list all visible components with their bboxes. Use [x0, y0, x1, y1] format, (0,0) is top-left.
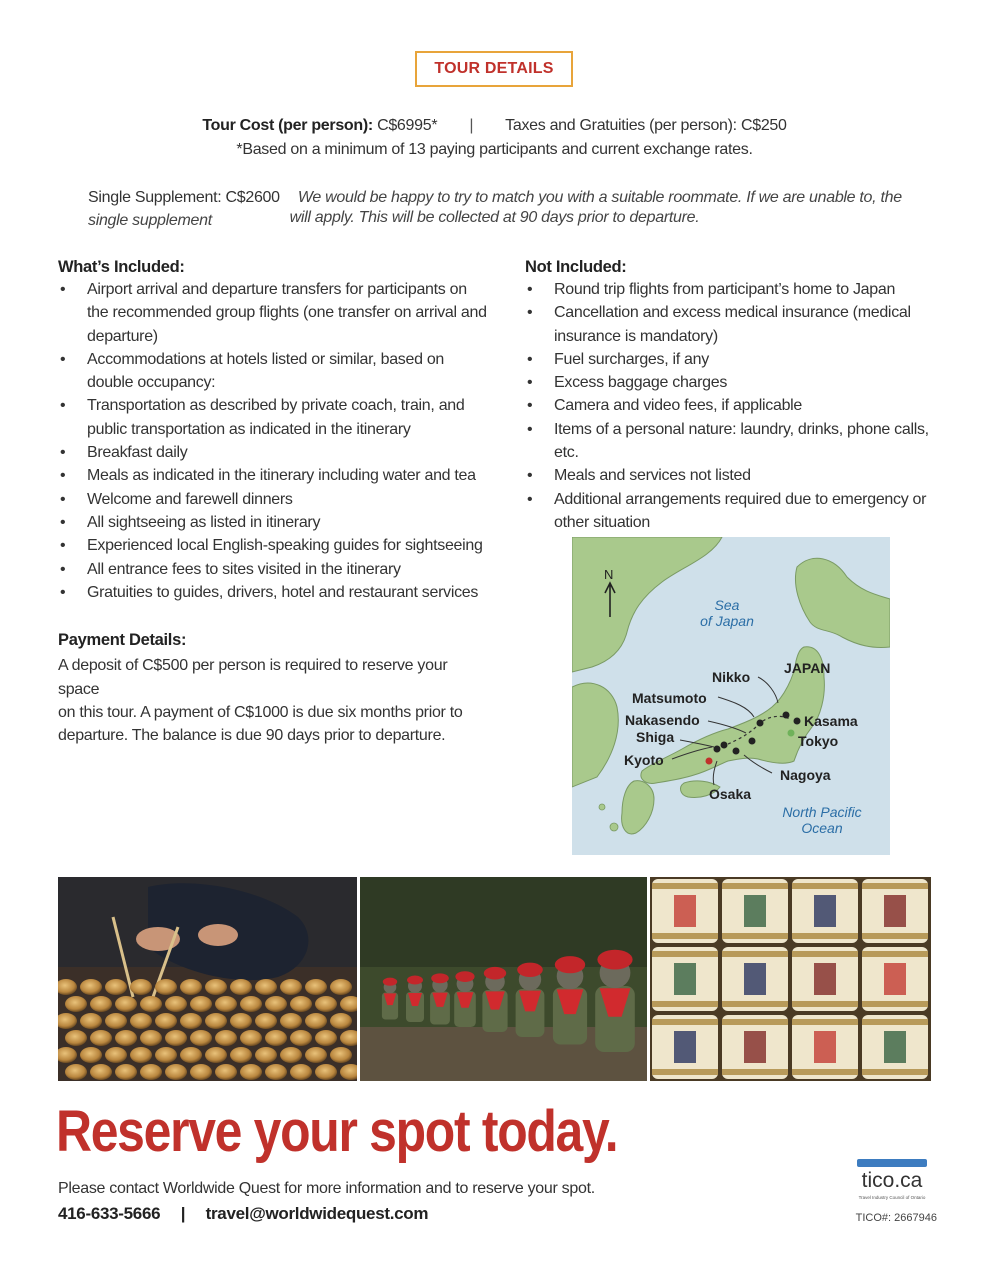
list-item: • Camera and video fees, if applicable: [525, 394, 945, 417]
list-item: • Cancellation and excess medical insurance (medical insurance is mandatory): [525, 301, 945, 348]
takoyaki-ball: [115, 1064, 137, 1080]
takoyaki-ball: [140, 1064, 162, 1080]
list-item: • Additional arrangements required due to emergency or other situation: [525, 488, 945, 535]
takoyaki-ball: [305, 979, 327, 995]
sake-barrel: [652, 1015, 718, 1079]
payment-heading: Payment Details:: [58, 631, 187, 649]
payment-line: departure. The balance is due 90 days prior to departure.: [58, 727, 446, 745]
north-label: N: [604, 567, 614, 582]
jizo-statue: [595, 950, 635, 1052]
cost-separator: |: [469, 117, 474, 134]
list-item: • Breakfast daily: [58, 441, 488, 464]
takoyaki-ball: [140, 1030, 162, 1046]
takoyaki-ball: [280, 1047, 302, 1063]
takoyaki-ball: [165, 1064, 187, 1080]
takoyaki-ball: [140, 996, 162, 1012]
nikko-dot: [783, 712, 790, 719]
takoyaki-ball: [255, 979, 277, 995]
takoyaki-ball: [65, 1064, 87, 1080]
sake-barrel: [652, 947, 718, 1011]
takoyaki-ball: [255, 1013, 277, 1029]
takoyaki-ball: [130, 1013, 152, 1029]
sake-barrels-photo: [650, 877, 931, 1081]
takoyaki-ball: [240, 996, 262, 1012]
takoyaki-ball: [290, 1064, 312, 1080]
list-item: • All entrance fees to sites visited in the itinerary: [58, 558, 488, 581]
list-item: • Meals as indicated in the itinerary including water and tea: [58, 464, 488, 487]
takoyaki-ball: [80, 979, 102, 995]
list-item: • Airport arrival and departure transfers for participants on the recommended group flights (one transfer on arrival and departure): [58, 278, 488, 348]
contact-separator: |: [180, 1204, 186, 1223]
takoyaki-ball: [180, 979, 202, 995]
takoyaki-ball: [255, 1047, 277, 1063]
takoyaki-ball: [330, 1013, 352, 1029]
sake-barrels-image: [650, 877, 931, 1081]
sake-barrel: [862, 879, 928, 943]
not-included-list: [525, 278, 945, 534]
sake-barrel: [722, 947, 788, 1011]
city-label-kyoto: Kyoto: [624, 752, 664, 768]
sake-barrel: [792, 947, 858, 1011]
takoyaki-ball: [65, 1030, 87, 1046]
takoyaki-ball: [155, 979, 177, 995]
japan-map: [572, 537, 890, 855]
takoyaki-ball: [215, 1064, 237, 1080]
not-included-section: [525, 256, 945, 534]
city-label-nakasendo: Nakasendo: [625, 712, 700, 728]
nakasendo-dot: [749, 738, 756, 745]
list-item: • Welcome and farewell dinners: [58, 488, 488, 511]
sake-barrel: [792, 1015, 858, 1079]
takoyaki-ball: [130, 1047, 152, 1063]
list-item: • Round trip flights from participant’s home to Japan: [525, 278, 945, 301]
tokyo-dot: [788, 730, 795, 737]
takoyaki-ball: [265, 996, 287, 1012]
sake-barrel: [652, 879, 718, 943]
takoyaki-ball: [190, 1030, 212, 1046]
not-included-heading: Not Included:: [525, 258, 627, 276]
ocean-label-2: Ocean: [801, 820, 843, 836]
email-link[interactable]: travel@worldwidequest.com: [205, 1204, 429, 1223]
list-item: • Fuel surcharges, if any: [525, 348, 945, 371]
list-item: • Items of a personal nature: laundry, drinks, phone calls, etc.: [525, 418, 945, 465]
tico-number: TICO#: 2667946: [855, 1212, 937, 1224]
jizo-statue: [516, 963, 545, 1037]
takoyaki-ball: [180, 1047, 202, 1063]
jizo-statue: [482, 967, 507, 1032]
sake-barrel: [792, 879, 858, 943]
list-item: • Gratuities to guides, drivers, hotel and restaurant services: [58, 581, 488, 604]
contact-text: Please contact Worldwide Quest for more information and to reserve your spot.: [58, 1180, 595, 1197]
takoyaki-ball: [280, 979, 302, 995]
payment-section: [58, 629, 488, 747]
sake-barrel: [862, 1015, 928, 1079]
sake-barrel: [722, 1015, 788, 1079]
single-supplement-note2: will apply. This will be collected at 90 days prior to departure.: [289, 209, 700, 226]
takoyaki-ball: [65, 996, 87, 1012]
takoyaki-ball: [330, 979, 352, 995]
takoyaki-ball: [105, 1047, 127, 1063]
takoyaki-ball: [190, 1064, 212, 1080]
takoyaki-ball: [290, 1030, 312, 1046]
tico-logo-text: tico.ca: [861, 1169, 923, 1192]
jizo-photo: [360, 877, 647, 1081]
tour-cost-value: C$6995*: [377, 117, 438, 134]
takoyaki-ball: [105, 1013, 127, 1029]
kyoto-dot-black: [714, 746, 721, 753]
list-item: • Meals and services not listed: [525, 464, 945, 487]
phone-link[interactable]: 416-633-5666: [58, 1204, 161, 1223]
sake-barrel: [862, 947, 928, 1011]
takoyaki-ball: [155, 1013, 177, 1029]
tico-logo: [855, 1157, 929, 1207]
takoyaki-ball: [90, 1030, 112, 1046]
matsumoto-dot: [757, 720, 764, 727]
list-item: • Accommodations at hotels listed or similar, based on double occupancy:: [58, 348, 488, 395]
jizo-statue: [430, 973, 450, 1024]
takoyaki-ball: [290, 996, 312, 1012]
nagoya-dot: [733, 748, 740, 755]
list-item: • Experienced local English-speaking guides for sightseeing: [58, 534, 488, 557]
tour-cost-line: [0, 117, 989, 135]
payment-line: on this tour. A payment of C$1000 is due six months prior to: [58, 703, 463, 721]
island: [610, 823, 618, 831]
takoyaki-ball: [155, 1047, 177, 1063]
takoyaki-ball: [165, 1030, 187, 1046]
takoyaki-ball: [80, 1013, 102, 1029]
list-item: • Transportation as described by private coach, train, and public transportation as indicated in the itinerary: [58, 394, 488, 441]
takoyaki-ball: [265, 1030, 287, 1046]
takoyaki-ball: [265, 1064, 287, 1080]
takoyaki-ball: [90, 1064, 112, 1080]
takoyaki-ball: [205, 1013, 227, 1029]
takoyaki-ball: [165, 996, 187, 1012]
takoyaki-ball: [240, 1064, 262, 1080]
cta-headline: Reserve your spot today.: [56, 1099, 618, 1164]
city-label-shiga: Shiga: [636, 729, 675, 745]
takoyaki-ball: [115, 996, 137, 1012]
takoyaki-ball: [305, 1013, 327, 1029]
city-label-kasama: Kasama: [804, 713, 858, 729]
included-section: [58, 256, 488, 604]
takoyaki-ball: [230, 979, 252, 995]
single-supplement-label: Single Supplement: C$2600: [88, 189, 280, 206]
takoyaki-ball: [90, 996, 112, 1012]
tour-cost-label: Tour Cost (per person):: [202, 117, 373, 134]
takoyaki-ball: [205, 979, 227, 995]
single-supplement-note1: We would be happy to try to match you with a suitable roommate. If we are unable to, the single supplement: [88, 189, 902, 229]
shiga-dot: [721, 742, 728, 749]
takoyaki-ball: [305, 1047, 327, 1063]
sake-barrel: [722, 879, 788, 943]
city-label-tokyo: Tokyo: [798, 733, 839, 749]
city-label-matsumoto: Matsumoto: [632, 690, 707, 706]
takoyaki-ball: [190, 996, 212, 1012]
takoyaki-ball: [230, 1013, 252, 1029]
taxes-text: Taxes and Gratuities (per person): C$250: [505, 117, 787, 134]
takoyaki-ball: [315, 996, 337, 1012]
takoyaki-ball: [130, 979, 152, 995]
included-list: [58, 278, 488, 604]
takoyaki-ball: [215, 1030, 237, 1046]
kasama-dot: [794, 718, 801, 725]
takoyaki-ball: [215, 996, 237, 1012]
contact-line: [58, 1204, 428, 1224]
payment-line: A deposit of C$500 per person is required to reserve your space: [58, 657, 448, 698]
list-item: • All sightseeing as listed in itinerary: [58, 511, 488, 534]
takoyaki-ball: [230, 1047, 252, 1063]
jizo-statue: [553, 956, 587, 1044]
cost-footnote: *Based on a minimum of 13 paying participants and current exchange rates.: [236, 141, 753, 158]
takoyaki-ball: [205, 1047, 227, 1063]
takoyaki-ball: [315, 1064, 337, 1080]
jizo-statue: [382, 978, 398, 1020]
jizo-image: [360, 877, 647, 1081]
takoyaki-image: [58, 877, 357, 1081]
takoyaki-ball: [330, 1047, 352, 1063]
jizo-statue: [454, 971, 476, 1027]
takoyaki-ball: [80, 1047, 102, 1063]
city-label-nikko: Nikko: [712, 669, 751, 685]
city-label-nagoya: Nagoya: [780, 767, 831, 783]
sea-label-2: of Japan: [700, 613, 754, 629]
city-label-osaka: Osaka: [709, 786, 752, 802]
takoyaki-ball: [315, 1030, 337, 1046]
takoyaki-ball: [105, 979, 127, 995]
included-heading: What’s Included:: [58, 258, 185, 276]
kyoto-dot: [706, 758, 713, 765]
sea-label-1: Sea: [714, 597, 740, 613]
country-label: JAPAN: [784, 660, 831, 676]
jizo-statue: [406, 976, 424, 1023]
tour-details-title: TOUR DETAILS: [415, 51, 573, 87]
takoyaki-ball: [240, 1030, 262, 1046]
takoyaki-ball: [280, 1013, 302, 1029]
ocean-label-1: North Pacific: [782, 804, 862, 820]
island: [599, 804, 605, 810]
takoyaki-photo: [58, 877, 357, 1081]
list-item: • Excess baggage charges: [525, 371, 945, 394]
tico-sub: Travel Industry Council of Ontario: [858, 1195, 926, 1200]
takoyaki-ball: [180, 1013, 202, 1029]
takoyaki-ball: [115, 1030, 137, 1046]
